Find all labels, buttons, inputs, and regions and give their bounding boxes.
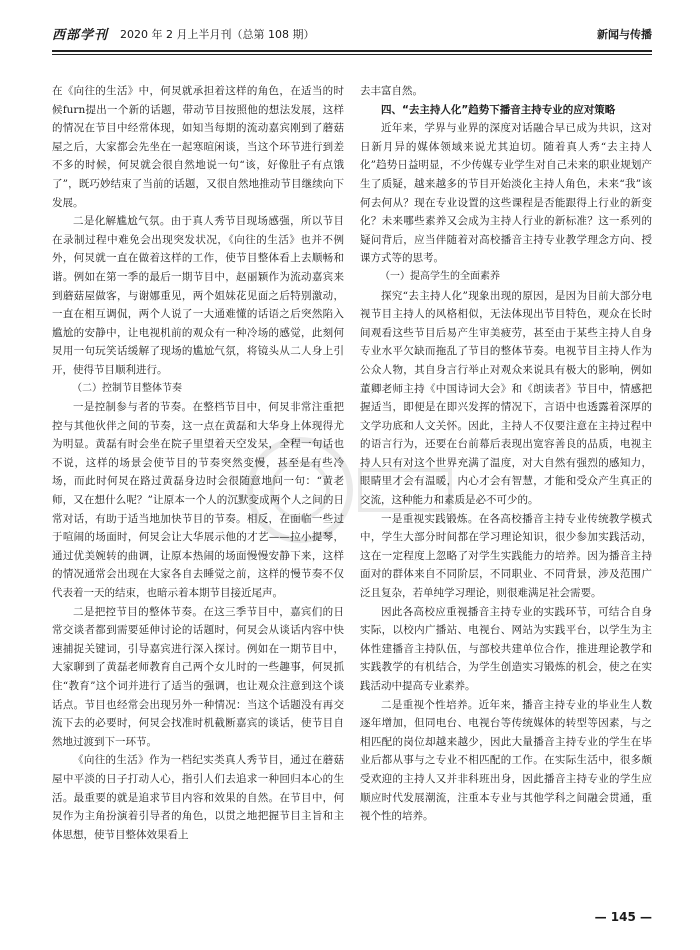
issue-info: 2020 年 2 月上半月刊（总第 108 期） bbox=[120, 28, 315, 41]
body-paragraph: 探究“去主持人化”现象出现的原因，是因为目前大部分电视节目主持人的风格相似，无法体现出节目特色，观众在长时间观看这些节目后易产生审美疲劳，甚至由于某些主持人自身专业水平欠缺而拖乱了节目的整体节奏。电视节目主持人作为公众人物，其自身言行举止对观众来说具有极大的影响，例如董卿老师主持《中国诗词大会》和《朗读者》节目中，情感把握适当，即便是在即兴发挥的情况下，言语中也透露着深厚的文学功底和人文关怀。因此，主持人不仅要注意在主持过程中的语言行为，还要在台前幕后表现出宽容善良的品质，电视主持人只有对这个世界充满了温度，对大自然有强烈的感知力，眼睛里才会有温暖，内心才会有智慧，才能和受众产生真正的交流，这种能力和素质是必不可少的。 bbox=[360, 289, 652, 507]
body-paragraph: 一是重视实践锻炼。在各高校播音主持专业传统教学模式中，学生大部分时间都在学习理论知识，很少参加实践活动，这在一定程度上忽略了对学生实践能力的培养。因为播音主持面对的群体来自不同阶层，不同职业、不同背景，涉及范围广泛且复杂，若单纯学习理论，则很难满足社会需要。 bbox=[360, 512, 652, 600]
section-heading: 四、“去主持人化”趋势下播音主持专业的应对策略 bbox=[381, 103, 616, 116]
body-paragraph: 二是化解尴尬气氛。由于真人秀节目现场感强，所以节目在录制过程中难免会出现突发状况，《向往的生活》也并不例外，何炅就一直在做着这样的工作，使节目整体看上去顺畅和谐。例如在第一季的最后一期节目中，赵丽颖作为流动嘉宾来到蘑菇屋做客，与谢娜重见，两个姐妹花见面之后特别激动，一直在相互调侃，两个人说了一大通难懂的话语之后突然陷入尴尬的安静中，让电视机前的观众有一种冷场的感觉，此刻何炅用一句玩笑话缓解了现场的尴尬气氛，将镜头从二人身上引开，使得节目顺利进行。 bbox=[52, 215, 344, 376]
body-paragraph: 去丰富自然。 bbox=[360, 85, 423, 97]
page-number: — 145 — bbox=[594, 910, 652, 924]
body-paragraph: 近年来，学界与业界的深度对话融合早已成为共识，这对日新月异的媒体领域来说尤其迫切。随着真人秀“去主持人化”趋势日益明显，不少传媒专业学生对自己未来的职业规划产生了质疑，越来越多的节目开始淡化主持人角色，未来“我”该何去何从？现在专业设置的这些课程是否能跟得上行业的新变化？未来哪些素养又会成为主持人行业的新标准？这一系列的疑问背后，应当伴随着对高校播音主持专业教学理念方向、授课方式等的思考。 bbox=[360, 122, 652, 265]
section-title: 新闻与传播 bbox=[597, 28, 652, 41]
header-rule-thick bbox=[52, 50, 652, 52]
right-column bbox=[360, 82, 652, 826]
page-header bbox=[52, 22, 652, 44]
body-paragraph: 二是把控节目的整体节奏。在这三季节目中，嘉宾们的日常交谈者都到需要延伸讨论的话题时，何炅会从谈话内容中快速捕捉关键词，引导嘉宾进行深入探讨。例如在一期节目中，大家聊到了黄磊老师教育自己两个女儿时的一些趣事，何炅抓住“教育”这个词并进行了适当的强调，也让观众注意到这个谈话点。节目也经常会出现另外一种情况：当这个话题没有再交流下去的必要时，何炅会找准时机截断嘉宾的谈话，使节目自然地过渡到下一环节。 bbox=[52, 605, 344, 748]
header-rule-thin bbox=[52, 54, 652, 55]
subsection-heading: （一）提高学生的全面素养 bbox=[380, 270, 500, 282]
body-paragraph: 《向往的生活》作为一档纪实类真人秀节目，通过在蘑菇屋中平淡的日子打动人心，指引人们去追求一种回归本心的生活。最重要的就是追求节目内容和效果的自然。在节目中，何炅作为主角扮演着引导者的角色，以贯之地把握节目主旨和主体思想，使节目整体效果看上 bbox=[52, 754, 344, 841]
subsection-heading: （二）控制节目整体节奏 bbox=[72, 382, 182, 394]
body-paragraph: 二是重视个性培养。近年来，播音主持专业的毕业生人数逐年增加，但同电台、电视台等传统媒体的转型等因素，与之相匹配的岗位却越来越少，因此大量播音主持专业的学生在毕业后都从事与之专业不相匹配的工作。在实际生活中，很多颇受欢迎的主持人又并非科班出身，因此播音主持专业的学生应顺应时代发展潮流，注重本专业与其他学科之间融会贯通，重视个性的培养。 bbox=[360, 698, 652, 823]
left-column bbox=[52, 82, 344, 844]
body-paragraph: 因此各高校应重视播音主持专业的实践环节，可结合自身实际，以校内广播站、电视台、网站为实践平台，以学生为主体性建播音主持队伍，与部校共建单位合作，推进理论教学和实践教学的有机结合，为学生创造实习锻炼的机会，使之在实践活动中提高专业素养。 bbox=[360, 605, 652, 692]
body-paragraph: 在《向往的生活》中，何炅就承担着这样的角色，在适当的时候furn提出一个新的话题，带动节目按照他的想法发展，这样的情况在节目中经常体现，如知当每期的流动嘉宾刚到了蘑菇屋之后，大家都会先坐在一起寒暄闲谈，当这个环节进行到差不多的时候，何炅就会很自然地说一句“该，好像肚子有点饿了”，既巧妙结束了当前的话题，又很自然地推动节目继续向下发展。 bbox=[52, 85, 344, 209]
body-paragraph: 一是控制参与者的节奏。在整档节目中，何炅非常注重把控与其他伙伴之间的节奏，这一点在黄磊和大华身上体现得尤为明显。黄磊有时会坐在院子里望着天空发呆，全程一句话也不说，这样的场景会使节目的节奏突然变慢，甚至是有些冷场，而此时何炅在路过黄磊身边时会很随意地问一句：“黄老师，又在想什么呢？”让原本一个人的沉默变成两个人之间的日常对话，有助于适当地加快节目的节奏。相反，在面临一些过于喧闹的场面时，何炅会让大华展示他的才艺——拉小提琴，通过优美婉转的曲调，让原本热闹的场面慢慢安静下来，这样的情况通常会出现在大家各自去睡觉之前，这样的慢节奏不仅代表着一天的结束，也暗示着本期节目接近尾声。 bbox=[52, 401, 344, 600]
journal-logo: 西部学刊 bbox=[52, 28, 109, 43]
